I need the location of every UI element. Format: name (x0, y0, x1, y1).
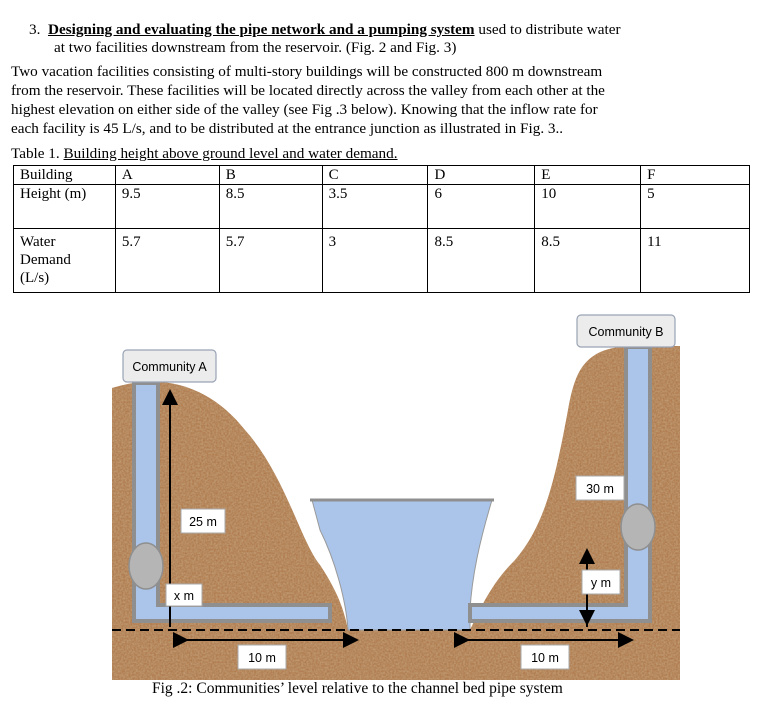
table-header-cell: B (219, 166, 322, 185)
label-10m-left (238, 645, 286, 669)
community-b-label (577, 315, 675, 347)
community-b-text: Community B (588, 325, 664, 339)
demand-label-line: Water (20, 234, 56, 250)
table-cell: 3.5 (322, 185, 428, 229)
label-xm-text: x m (173, 589, 195, 603)
table-header-cell: Building (14, 166, 116, 185)
paragraph-line-1: Two vacation facilities consisting of multi-story buildings will be constructed 800 m downstream (11, 63, 603, 80)
pipe-joint-right (628, 600, 648, 616)
table-cell: 11 (641, 229, 750, 293)
pipe-horizontal-left (134, 605, 330, 621)
table-cell: 3 (322, 229, 428, 293)
question-title-rest: used to distribute water (474, 21, 621, 38)
label-ym (582, 570, 620, 594)
pipe-horizontal-right (470, 605, 650, 621)
question-number: 3. (29, 21, 41, 38)
community-a-label (123, 350, 216, 382)
question-title-line2: at two facilities downstream from the reservoir. (Fig. 2 and Fig. 3) (54, 39, 457, 56)
label-25m (181, 509, 225, 533)
table-header-cell: F (641, 166, 750, 185)
label-ym-text: y m (590, 576, 612, 590)
pipe-joint-left (136, 600, 156, 616)
figure-caption: Fig .2: Communities’ level relative to the channel bed pipe system (152, 680, 563, 697)
table-header-cell: D (428, 166, 535, 185)
demand-label-line: Demand (20, 252, 71, 268)
table-cell: 8.5 (219, 185, 322, 229)
question-title-underlined: Designing and evaluating the pipe network and a pumping system (47, 21, 475, 38)
table-cell: 5.7 (219, 229, 322, 293)
table-cell: 6 (428, 185, 535, 229)
paragraph-line-2: from the reservoir. These facilities will be located directly across the valley from each other at the (11, 82, 605, 99)
table-cell: Height (m) (14, 185, 116, 229)
pipe-vertical-right (626, 347, 650, 617)
label-30m-text: 30 m (586, 482, 614, 496)
label-10m-right-text: 10 m (531, 651, 559, 665)
pump-left (129, 543, 163, 589)
paragraph-line-4: each facility is 45 L/s, and to be distributed at the entrance junction as illustrated in Fig. 3.. (11, 120, 564, 137)
table-cell: 9.5 (115, 185, 219, 229)
label-xm (166, 584, 202, 606)
table-header-cell: E (535, 166, 641, 185)
table-caption-underlined: Building height above ground level and water demand. (63, 145, 398, 162)
label-25m-text: 25 m (189, 515, 217, 529)
label-10m-left-text: 10 m (248, 651, 276, 665)
paragraph-line-3: highest elevation on either side of the valley (see Fig .3 below). Knowing that the inflow rate for (11, 101, 598, 118)
label-10m-right (521, 645, 569, 669)
table-header-cell: C (322, 166, 428, 185)
community-a-text: Community A (132, 360, 207, 374)
table-header-cell: A (115, 166, 219, 185)
table-cell: 5 (641, 185, 750, 229)
table-cell: 8.5 (428, 229, 535, 293)
demand-label-line: (L/s) (20, 270, 50, 286)
table-caption-prefix: Table 1. (11, 145, 64, 162)
pump-right (621, 504, 655, 550)
label-30m (576, 476, 624, 500)
table-cell: 5.7 (115, 229, 219, 293)
table-cell: 10 (535, 185, 641, 229)
table-cell: 8.5 (535, 229, 641, 293)
